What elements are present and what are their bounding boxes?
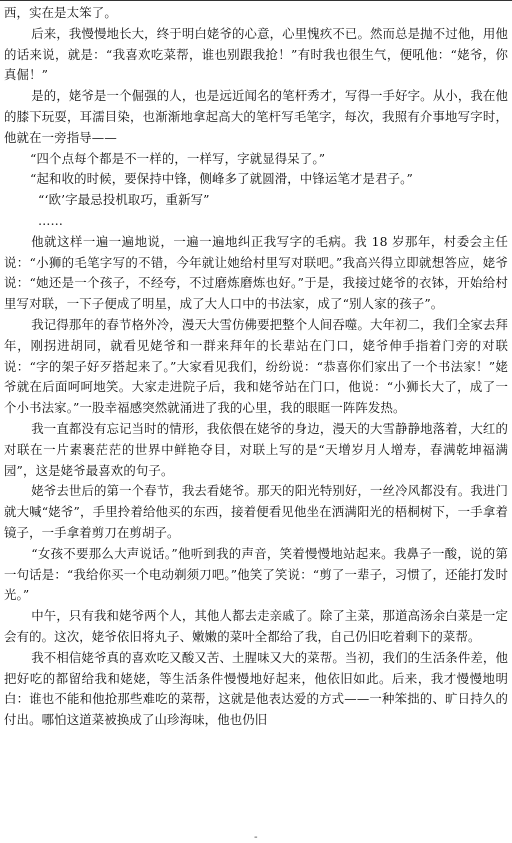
paragraph: 我记得那年的春节格外冷，漫天大雪仿佛要把整个人间吞噬。大年初二，我们全家去拜年，刚拐进胡同，就看见姥爷和一群来拜年的长辈站在门口，姥爷伸手指着门旁的对联说：“字的架子好歹搭起来了。”大家看见我们，纷纷说：“恭喜你们家出了一个书法家！”姥爷就在后面呵呵地笑。大家走进院子后，我和姥爷站在门口，他说：“小狮长大了，成了一个小书法家。”一股幸福感突然就涌进了我的心里，我的眼眶一阵阵发热。 [4, 316, 508, 416]
paragraph: 他就这样一遍一遍地说，一遍一遍地纠正我写字的毛病。我 18 岁那年，村委会主任说：“小狮的毛笔字写的不错，今年就让她给村里写对联吧。”我高兴得立即就想答应，姥爷说：“她还是一个孩子，不经夸，不过磨炼磨炼也好。”于是，我接过姥爷的衣钵，开始给村里写对联，一下子便成了明星，成了大人口中的书法家，成了“别人家的孩子”。 [4, 233, 508, 312]
paragraph: “女孩不要那么大声说话。”他听到我的声音，笑着慢慢地站起来。我鼻子一酸，说的第一句话是：“我给你买一个电动剃须刀吧。”他笑了笑说：“剪了一辈子，习惯了，还能打发时光。” [4, 545, 508, 603]
paragraph: 我一直都没有忘记当时的情形，我依偎在姥爷的身边，漫天的大雪静静地落着，大红的对联在一片素裹茫茫的世界中鲜艳夺目，对联上写的是“天增岁月人增寿，春满乾坤福满园”，这是姥爷最喜欢的句子。 [4, 420, 508, 478]
text-body [4, 3, 508, 731]
quote-line: “四个点每个都是不一样的，一样写，字就显得呆了。” [30, 150, 326, 166]
quote-line: “起和收的时候，要保持中锋，侧峰多了就圆滑，中锋运笔才是君子。” [30, 171, 413, 187]
top-rule [0, 0, 512, 1]
paragraph: 姥爷去世后的第一个春节，我去看姥爷。那天的阳光特别好，一丝冷风都没有。我进门就大喊“姥爷”，手里拎着给他买的东西，接着便看见他坐在洒满阳光的梧桐树下，一手拿着镜子，一手拿着剪刀在剪胡子。 [4, 483, 508, 540]
paragraph: 我不相信姥爷真的喜欢吃又酸又苦、土腥味又大的菜帮。当初，我们的生活条件差，他把好吃的都留给我和姥姥，等生活条件慢慢地好起来，他依旧如此。后来，我才慢慢地明白：谁也不能和他抢那些难吃的菜帮，这就是他表达爱的方式——一种笨拙的、旷日持久的付出。哪怕这道菜被换成了山珍海味，他也仍旧 [4, 649, 508, 728]
quote-line: “‘欧’字最忌投机取巧，重新写” [38, 192, 210, 208]
paragraph: 后来，我慢慢地长大，终于明白姥爷的心意，心里愧疚不已。然而总是抛不过他，用他的话来说，就是：“我喜欢吃菜帮，谁也别跟我抢！”有时我也很生气，便吼他：“姥爷，你真倔！” [4, 25, 508, 83]
page-marker: - [254, 832, 258, 843]
ellipsis-line: …… [38, 212, 64, 228]
paragraph: 是的，姥爷是一个倔强的人，也是远近闻名的笔杆秀才，写得一手好字。从小，我在他的膝下玩耍，耳濡目染，也渐渐地拿起高大的笔杆写毛笔字，每次，我照有介事地写字时，他就在一旁指导—— [4, 88, 508, 145]
paragraph: 中午，只有我和姥爷两个人，其他人都去走亲戚了。除了主菜，那道高汤余白菜是一定会有的。这次，姥爷依旧将丸子、嫩嫩的菜叶全都给了我，自己仍旧吃着剩下的菜帮。 [4, 608, 508, 644]
paragraph-continuation: 西，实在是太笨了。 [4, 5, 117, 20]
